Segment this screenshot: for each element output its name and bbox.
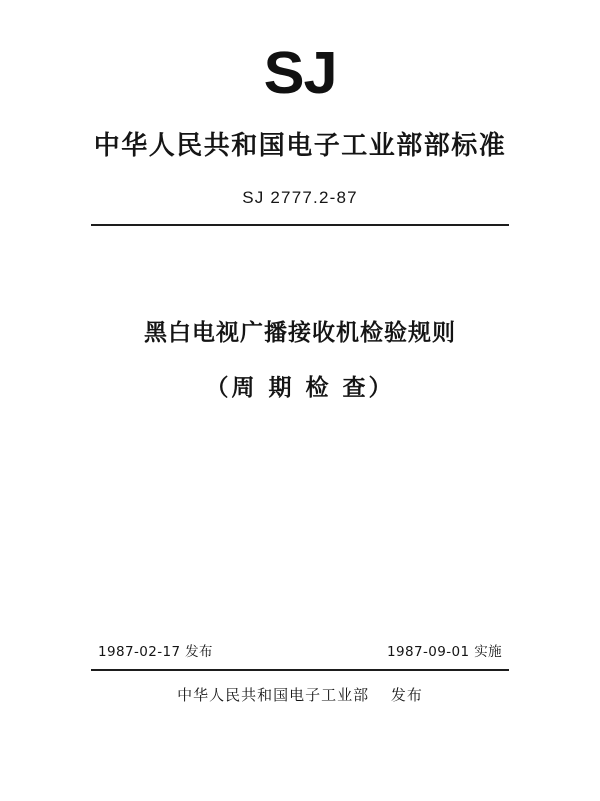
date-row [98,640,502,660]
document-title [0,314,600,402]
document-title-line-2: （周 期 检 查） [205,375,395,401]
issue-date: 1987-02-17 发布 [98,644,213,660]
standard-logo [0,40,600,106]
publisher-row [0,684,600,705]
logo-text: SJ [263,40,337,106]
publisher-name: 中华人民共和国电子工业部 [177,686,370,704]
header-divider [91,224,509,226]
footer-divider [91,669,509,671]
document-page [0,40,600,801]
document-title-line-1: 黑白电视广播接收机检验规则 [144,320,456,346]
document-footer [0,640,600,705]
effective-date: 1987-09-01 实施 [387,644,502,660]
issuing-authority-title: 中华人民共和国电子工业部部标准 [93,131,507,161]
standard-number: SJ 2777.2-87 [242,188,358,207]
publisher-verb: 发布 [390,686,423,704]
